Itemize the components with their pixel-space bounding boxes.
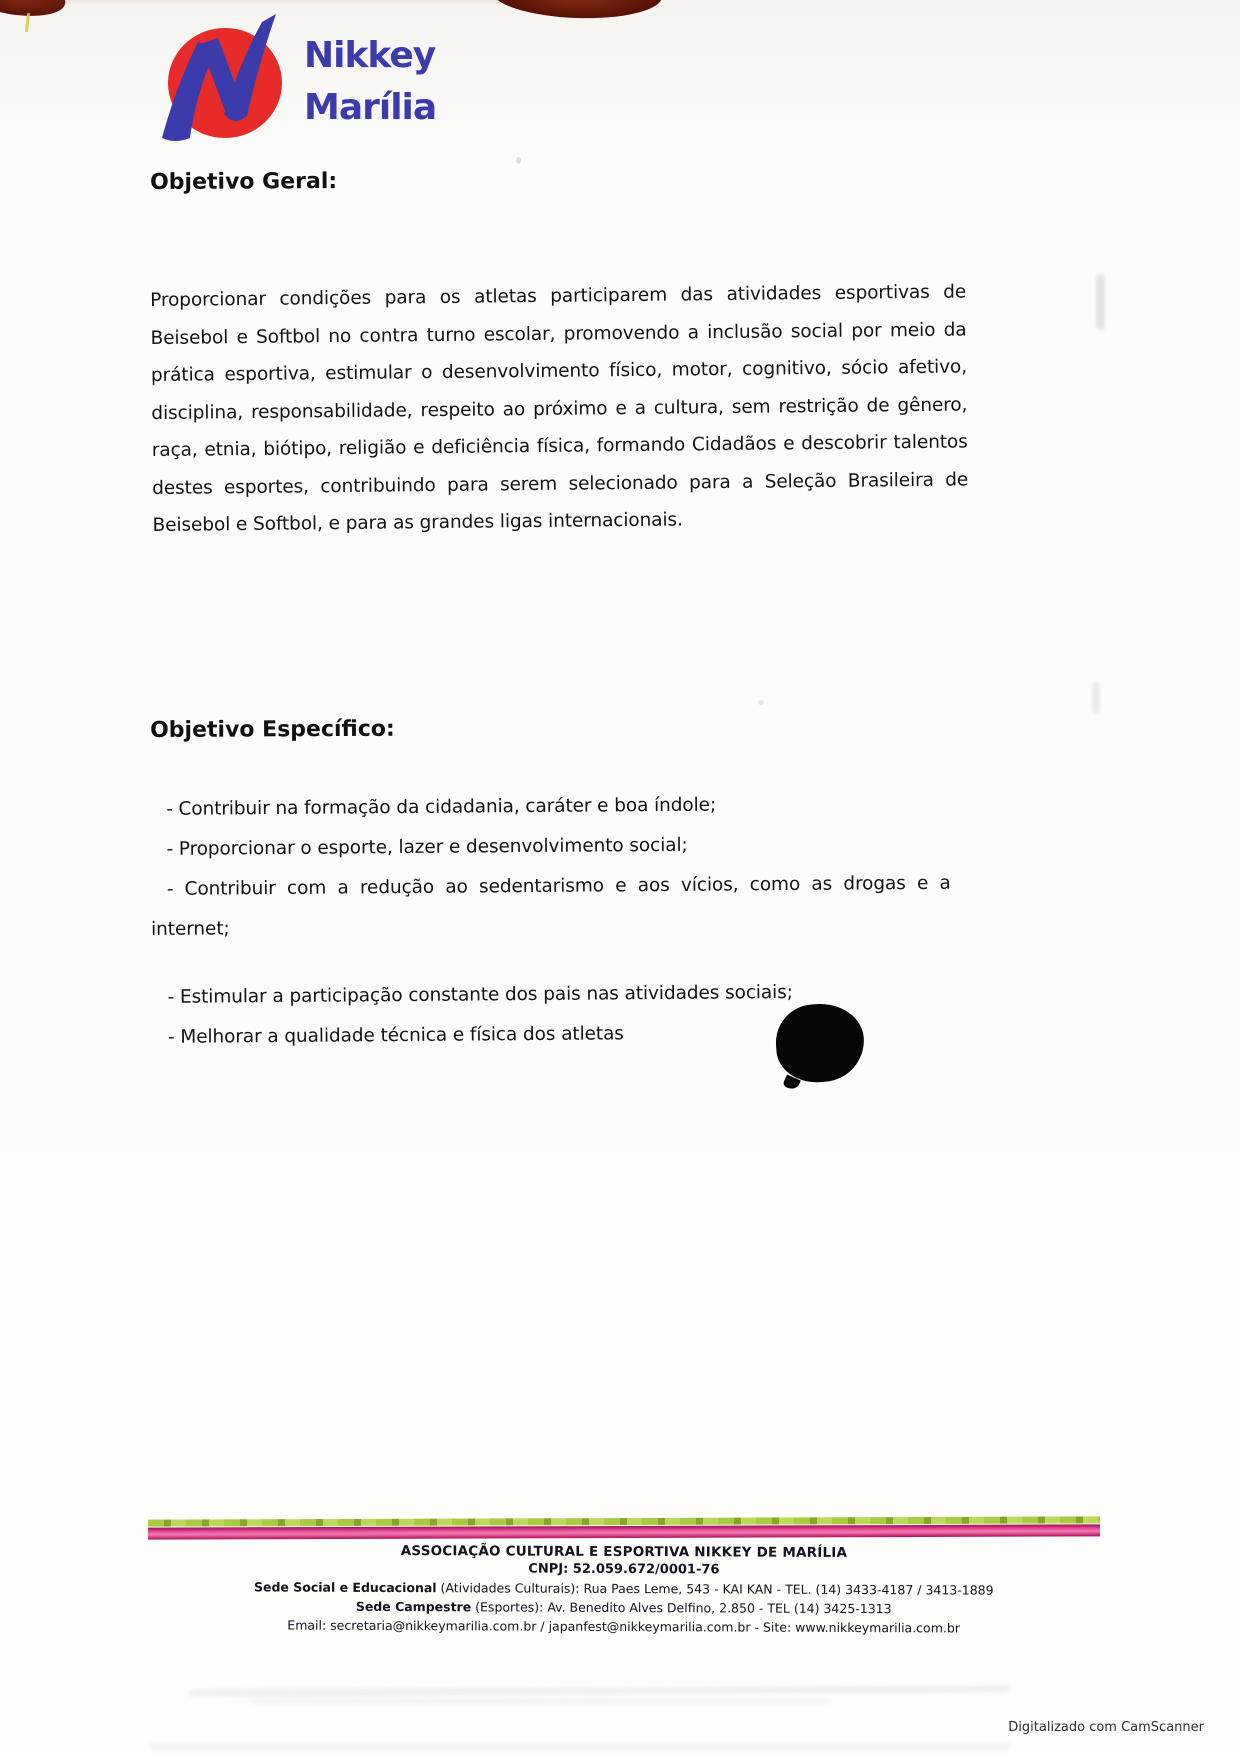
footer-org-name: ASSOCIAÇÃO CULTURAL E ESPORTIVA NIKKEY DE MARÍLIA — [400, 1543, 848, 1561]
list-item: - Contribuir com a redução ao sedentarismo e aos vícios, como as drogas e a internet; — [151, 872, 951, 940]
camscanner-watermark: Digitalizado com CamScanner — [1008, 1720, 1204, 1735]
letterhead-footer — [148, 1518, 1100, 1634]
scan-smudge — [190, 1686, 1010, 1696]
scan-edge-tint — [0, 0, 560, 5]
scan-edge-smudge — [1096, 274, 1105, 330]
footer-cnpj: CNPJ: 52.059.672/0001-76 — [528, 1561, 720, 1578]
logo-wordmark-line1: Nikkey — [304, 35, 436, 76]
objetivo-especifico-heading: Objetivo Específico: — [150, 716, 395, 743]
scan-smudge — [250, 1699, 830, 1703]
logo-wordmark — [304, 30, 436, 134]
footer-divider-pink — [148, 1524, 1100, 1539]
list-item: - Contribuir na formação da cidadania, caráter e boa índole; — [166, 794, 717, 820]
footer-text-block — [148, 1542, 1100, 1636]
footer-sede-campestre-rest: (Esportes): Av. Benedito Alves Delfino, 2.850 - TEL (14) 3425-1313 — [471, 1599, 892, 1617]
list-item: - Melhorar a qualidade técnica e física dos atletas — [167, 1023, 624, 1048]
footer-contact-line: Email: secretaria@nikkeymarilia.com.br / japanfest@nikkeymarilia.com.br - Site: www.nikkeymarilia.com.br — [287, 1617, 960, 1636]
objetivo-geral-paragraph: Proporcionar condições para os atletas participarem das atividades esportivas de Beisebol e Softbol no contra turno escolar, promovendo a inclusão social por meio da prática esportiva, estimular o desenvolvimento físico, motor, cognitivo, sócio afetivo, disciplina, responsabilidade, respeito ao próximo e a cultura, sem restrição de gênero, raça, etnia, biótipo, religião e deficiência física, formando Cidadãos e descobrir talentos destes esportes, contribuindo para serem selecionado para a Seleção Brasileira de Beisebol e Softbol, e para as grandes ligas internacionais. — [150, 281, 969, 536]
scan-edge-smudge — [1092, 682, 1100, 714]
scan-artifact-top-left — [0, 0, 69, 23]
list-item: - Proporcionar o esporte, lazer e desenvolvimento social; — [166, 834, 688, 860]
scan-artifact-top-right — [491, 0, 663, 21]
footer-sede-social — [148, 1579, 1100, 1598]
footer-sede-social-rest: (Atividades Culturais): Rua Paes Leme, 543 - KAI KAN - TEL. (14) 3433-4187 / 3413-1889 — [436, 1580, 994, 1598]
footer-sede-campestre-label: Sede Campestre — [355, 1598, 472, 1615]
scan-speck — [516, 157, 521, 164]
scan-smudge — [150, 1742, 1010, 1751]
logo-n-emblem-icon — [148, 14, 298, 142]
logo-wordmark-line2: Marília — [304, 87, 437, 128]
footer-sede-social-label: Sede Social e Educacional — [253, 1579, 437, 1596]
list-item: - Estimular a participação constante dos pais nas atividades sociais; — [167, 981, 793, 1008]
footer-sede-campestre — [148, 1598, 1100, 1617]
nikkey-marilia-logo — [148, 14, 436, 142]
scan-speck — [758, 700, 764, 705]
objetivo-geral-heading: Objetivo Geral: — [150, 169, 338, 195]
